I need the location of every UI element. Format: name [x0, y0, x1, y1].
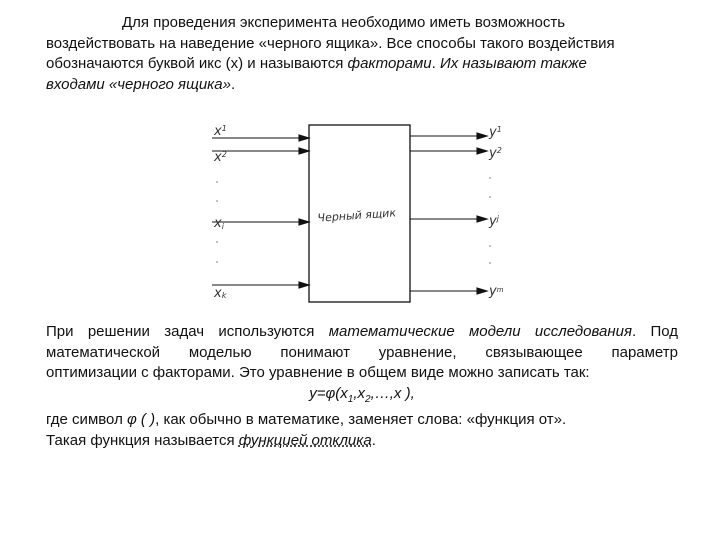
term-inputs: входами «черного ящика» — [46, 75, 231, 93]
output-label-j: $y^j$ — [489, 214, 499, 229]
output-arrowhead-j — [477, 216, 487, 222]
body-paragraph — [46, 322, 678, 451]
input-label-i: xi — [214, 216, 224, 231]
term-response-function: функцией отклика — [238, 431, 372, 449]
intro-line-3 — [46, 54, 678, 75]
input-label-1: $x^1$ — [214, 124, 227, 139]
term-math-models: математические модели исследования — [328, 323, 632, 340]
intro-paragraph — [46, 13, 678, 95]
body-text: , как обычно в математике, заменяет слова: «функция от». — [155, 411, 567, 428]
black-box-diagram — [200, 115, 520, 305]
input-arrowhead-k — [299, 282, 309, 288]
output-arrowhead-m — [477, 288, 487, 294]
input-label-k: xk — [214, 286, 227, 301]
output-arrows — [410, 133, 487, 294]
body-line-6 — [46, 431, 678, 452]
intro-line-2: воздействовать на наведение «черного ящика». Все способы такого воздействия — [46, 34, 615, 52]
input-label-2: $x^2$ — [214, 150, 227, 165]
input-arrowhead-1 — [299, 135, 309, 141]
input-arrowhead-i — [299, 219, 309, 225]
intro-line-4 — [46, 75, 678, 96]
output-label-2: $y^2$ — [489, 146, 502, 161]
body-text: . Под — [631, 323, 679, 340]
output-arrowhead-2 — [477, 148, 487, 154]
black-box-label: Черный ящик — [317, 206, 397, 225]
input-arrowhead-2 — [299, 148, 309, 154]
term-factors: факторами — [347, 55, 432, 72]
output-label-1: $y^1$ — [489, 125, 502, 140]
body-line-5 — [46, 410, 678, 431]
intro-punct: . — [431, 55, 440, 72]
output-arrowhead-1 — [477, 133, 487, 139]
intro-italic: Их называют также — [439, 55, 587, 72]
body-line-3: оптимизации с факторами. Это уравнение в общем виде можно записать так: — [46, 364, 590, 381]
body-line-1 — [46, 322, 678, 343]
body-line-2: математической моделью понимают уравнение, связывающее параметр — [46, 343, 678, 361]
intro-text: обозначаются буквой икс (x) и называются — [46, 55, 348, 72]
formula: $y=\varphi(x_1,x_2,\dots,x$ ), — [309, 384, 415, 405]
body-text: При решении задач используются — [46, 323, 329, 340]
body-text: где символ — [46, 411, 127, 428]
intro-punct: . — [230, 75, 236, 93]
intro-line-1: Для проведения эксперимента необходимо иметь возможность — [122, 14, 566, 31]
body-text: . — [371, 431, 376, 449]
phi-symbol: φ ( ) — [126, 411, 156, 428]
body-text: Такая функция называется — [46, 431, 239, 449]
output-label-m: $y^m$ — [489, 284, 504, 299]
